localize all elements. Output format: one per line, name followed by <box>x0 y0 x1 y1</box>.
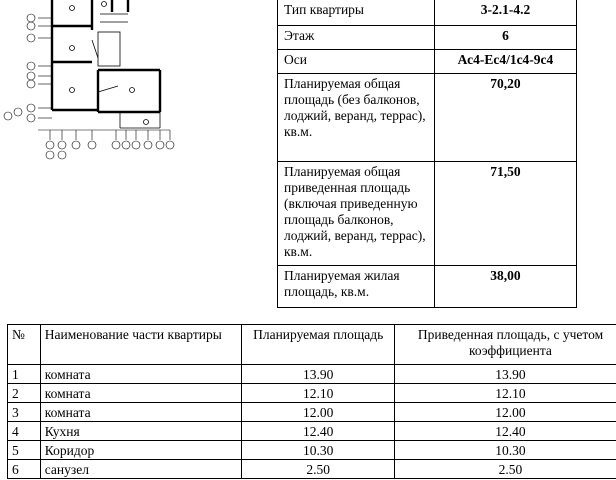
row-num: 4 <box>8 422 41 441</box>
info-value: 71,50 <box>434 162 576 266</box>
info-row-floor <box>278 26 577 50</box>
row-reduced: 10.30 <box>394 441 616 460</box>
row-reduced: 2.50 <box>394 460 616 479</box>
info-label: Этаж <box>278 26 435 50</box>
info-value: 3-2.1-4.2 <box>434 0 576 26</box>
row-num: 3 <box>8 403 41 422</box>
table-row <box>8 460 616 479</box>
header-num: № <box>8 325 41 365</box>
row-reduced: 12.00 <box>394 403 616 422</box>
info-value: 70,20 <box>434 74 576 162</box>
floor-plan-drawing <box>0 0 272 322</box>
info-row-type <box>278 0 577 26</box>
info-value: 6 <box>434 26 576 50</box>
row-area: 10.30 <box>242 441 395 460</box>
table-row <box>8 422 616 441</box>
info-label: Тип квартиры <box>278 0 435 26</box>
row-name: Кухня <box>40 422 242 441</box>
row-area: 12.40 <box>242 422 395 441</box>
info-row-axes <box>278 50 577 74</box>
row-area: 12.10 <box>242 384 395 403</box>
row-num: 6 <box>8 460 41 479</box>
table-row <box>8 384 616 403</box>
row-name: Коридор <box>40 441 242 460</box>
info-value: 38,00 <box>434 266 576 308</box>
row-name: комната <box>40 384 242 403</box>
header-name: Наименование части квартиры <box>40 325 242 365</box>
row-area: 2.50 <box>242 460 395 479</box>
header-area: Планируемая площадь <box>242 325 395 365</box>
row-area: 12.00 <box>242 403 395 422</box>
row-name: комната <box>40 403 242 422</box>
info-row-total-area <box>278 74 577 162</box>
info-row-reduced-area <box>278 162 577 266</box>
table-row <box>8 403 616 422</box>
row-num: 1 <box>8 365 41 384</box>
row-area: 13.90 <box>242 365 395 384</box>
table-row <box>8 365 616 384</box>
row-reduced: 12.10 <box>394 384 616 403</box>
apartment-info-table <box>277 0 577 308</box>
header-reduced: Приведенная площадь, с учетом коэффициента <box>394 325 616 365</box>
info-row-living-area <box>278 266 577 308</box>
info-label: Планируемая жилая площадь, кв.м. <box>278 266 435 308</box>
info-label: Планируемая общая приведенная площадь (включая приведенную площадь балконов, лоджий, веранд, террас), кв.м. <box>278 162 435 266</box>
info-label: Планируемая общая площадь (без балконов, лоджий, веранд, террас), кв.м. <box>278 74 435 162</box>
table-row <box>8 441 616 460</box>
rooms-table <box>7 324 616 479</box>
row-name: санузел <box>40 460 242 479</box>
row-reduced: 12.40 <box>394 422 616 441</box>
row-reduced: 13.90 <box>394 365 616 384</box>
info-value: Ас4-Ес4/1с4-9с4 <box>434 50 576 74</box>
row-num: 2 <box>8 384 41 403</box>
rooms-header-row <box>8 325 616 365</box>
row-name: комната <box>40 365 242 384</box>
row-num: 5 <box>8 441 41 460</box>
info-label: Оси <box>278 50 435 74</box>
